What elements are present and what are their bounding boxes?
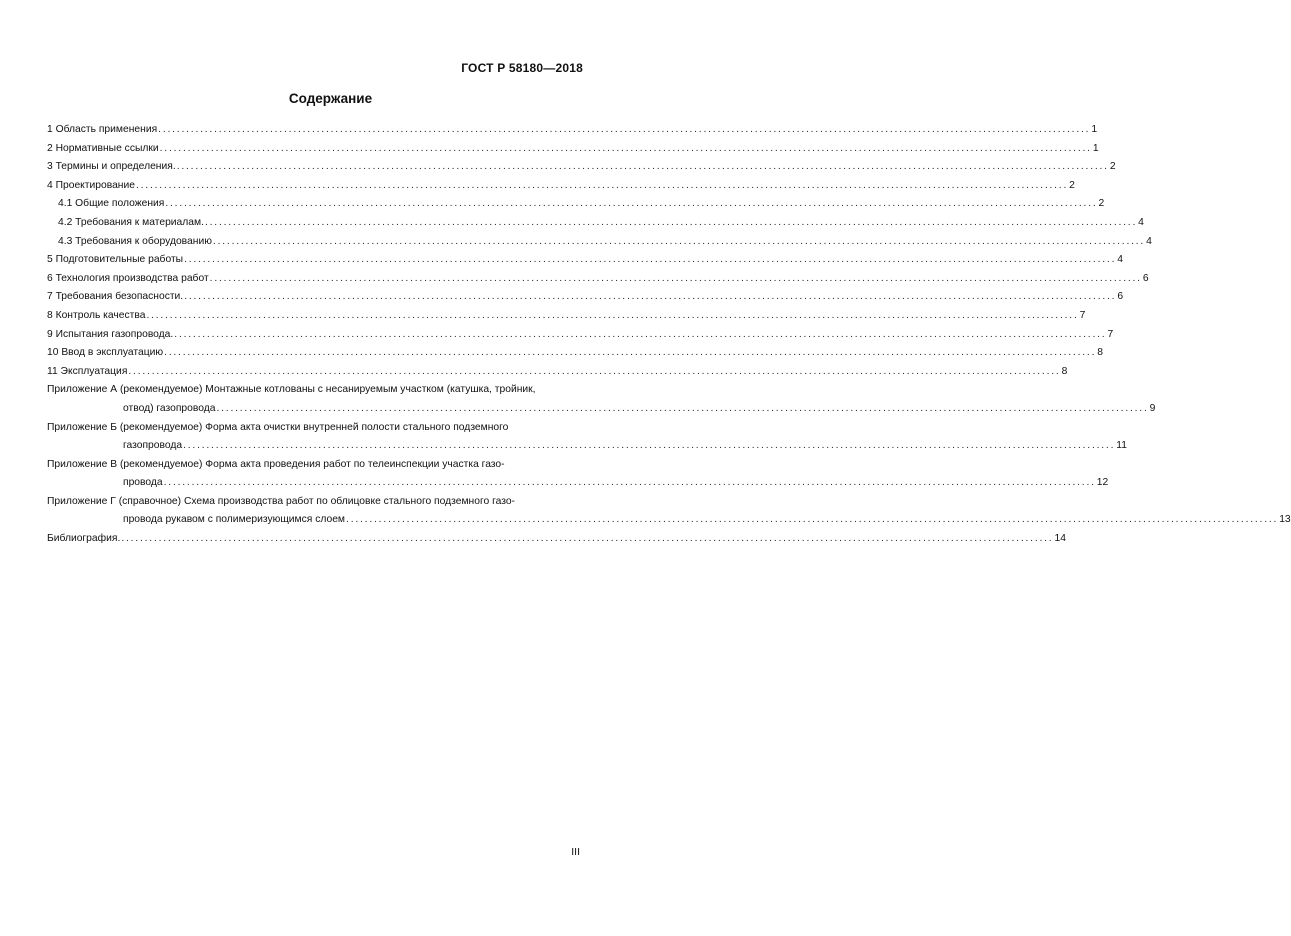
toc-entry[interactable] [47,363,1068,382]
toc-entry-page: 2 [1098,198,1105,210]
toc-entry-page: 1 [1091,124,1098,135]
toc-entry-text: отвод) газопровода [123,402,216,414]
toc-entry-text: Приложение А (рекомендуемое) Монтажные котлованы с несанируемым участком (катушка, тройник, [47,384,536,396]
toc-leader-dots: ........................................................................................................................................................................................................ [346,514,1279,526]
toc-entry-text: 4.1 Общие положения [58,198,165,210]
toc-entry-page: 6 [1117,291,1124,303]
toc-entry-text: 4 Проектирование [47,179,135,191]
toc-entry[interactable] [47,251,1123,270]
toc-leader-dots: ........................................................................................................................................................................................................ [135,179,1069,191]
toc-entry-text: 1 Область применения [47,124,158,135]
toc-entry-continuation [47,437,1127,456]
toc-entry-page: 13 [1279,514,1291,526]
toc-leader-dots: ........................................................................................................................................................................................................ [183,440,1116,452]
toc-leader-dots: ........................................................................................................................................................................................................ [128,365,1061,377]
toc-entry[interactable] [47,214,1144,233]
toc-entry-continuation [47,474,1109,493]
toc-entry-continuation [47,400,1156,419]
toc-appendix-entry[interactable] [47,381,1156,418]
toc-entry-page: 6 [1142,272,1149,284]
toc-entry-text: 2 Нормативные ссылки [47,142,159,154]
toc-entry[interactable] [47,158,1116,177]
toc-leader-dots: ........................................................................................................................................................................................................ [121,533,1054,545]
toc-leader-dots: ........................................................................................................................................................................................................ [159,142,1092,154]
toc-entry-page: 11 [1116,440,1127,452]
toc-appendix-entry[interactable] [47,493,1291,530]
toc-leader-dots: ........................................................................................................................................................................................................ [184,291,1117,303]
toc-entry-text: 7 Требования безопасности. [47,291,184,303]
toc-entry[interactable] [47,270,1149,289]
toc-entry-page: 4 [1146,235,1152,247]
document-designation: ГОСТ Р 58180—2018 [461,61,583,75]
toc-entry[interactable] [47,233,1152,252]
toc-leader-dots: ........................................................................................................................................................................................................ [158,124,1091,135]
toc-entry-page: 1 [1092,142,1099,154]
toc-leader-dots: ........................................................................................................................................................................................................ [176,161,1109,173]
toc-leader-dots: ........................................................................................................................................................................................................ [212,235,1146,247]
toc-entry-page: 7 [1107,328,1114,340]
toc-entry-page: 2 [1069,179,1075,191]
toc-entry[interactable] [47,121,1098,140]
toc-entry-continuation [47,511,1291,530]
toc-entry-page: 9 [1149,402,1156,414]
table-of-contents [47,121,1291,549]
toc-leader-dots: ........................................................................................................................................................................................................ [164,347,1097,359]
toc-appendix-entry[interactable] [47,456,1109,493]
toc-leader-dots: ........................................................................................................................................................................................................ [174,328,1107,340]
page-number: III [571,846,580,858]
toc-entry-page: 8 [1097,347,1103,359]
toc-entry-text: Библиография. [47,533,121,545]
toc-leader-dots: ........................................................................................................................................................................................................ [146,309,1079,321]
toc-entry-text: провода рукавом с полимеризующимся слоем [123,514,346,526]
toc-entry-text: 8 Контроль качества [47,309,146,321]
toc-entry-page: 2 [1109,161,1116,173]
toc-entry[interactable] [47,344,1103,363]
toc-entry-text: 4.2 Требования к материалам. [58,216,204,228]
toc-entry-text: 11 Эксплуатация [47,365,128,377]
page-title: Содержание [288,91,373,106]
toc-entry[interactable] [47,307,1086,326]
toc-entry-text: 5 Подготовительные работы [47,254,184,266]
toc-leader-dots: ........................................................................................................................................................................................................ [163,477,1096,489]
toc-entry[interactable] [47,195,1105,214]
toc-leader-dots: ........................................................................................................................................................................................................ [216,402,1149,414]
toc-leader-dots: ........................................................................................................................................................................................................ [165,198,1098,210]
toc-entry-text: 10 Ввод в эксплуатацию [47,347,164,359]
toc-entry-page: 12 [1096,477,1109,489]
toc-leader-dots: ........................................................................................................................................................................................................ [184,254,1117,266]
toc-entry-text: 4.3 Требования к оборудованию [58,235,212,247]
toc-entry-text: 6 Технология производства работ [47,272,209,284]
toc-entry-page: 4 [1117,254,1123,266]
toc-entry-page: 4 [1138,216,1144,228]
toc-entry-text: Приложение Г (справочное) Схема производства работ по облицовке стального подземного газо- [47,495,515,507]
toc-sections [47,121,1152,381]
toc-entry-text: Приложение Б (рекомендуемое) Форма акта очистки внутренней полости стального подземного [47,421,509,433]
toc-entry[interactable] [47,177,1075,196]
toc-entry-page: 14 [1054,533,1066,545]
toc-appendix-entry[interactable] [47,419,1127,456]
toc-entry-bibliography[interactable] [47,530,1066,549]
toc-entry[interactable] [47,140,1099,159]
toc-entry[interactable] [47,288,1124,307]
toc-entry-text: провода [123,477,163,489]
toc-entry-text: Приложение В (рекомендуемое) Форма акта проведения работ по телеинспекции участка газо- [47,458,505,470]
toc-entry-text: 9 Испытания газопровода. [47,328,174,340]
toc-appendices [47,381,1291,530]
toc-entry-page: 7 [1079,309,1086,321]
toc-leader-dots: ........................................................................................................................................................................................................ [204,216,1138,228]
toc-entry-text: газопровода [123,440,183,452]
toc-entry-page: 8 [1061,365,1068,377]
toc-entry[interactable] [47,326,1114,345]
toc-entry-text: 3 Термины и определения. [47,161,176,173]
toc-leader-dots: ........................................................................................................................................................................................................ [209,272,1142,284]
